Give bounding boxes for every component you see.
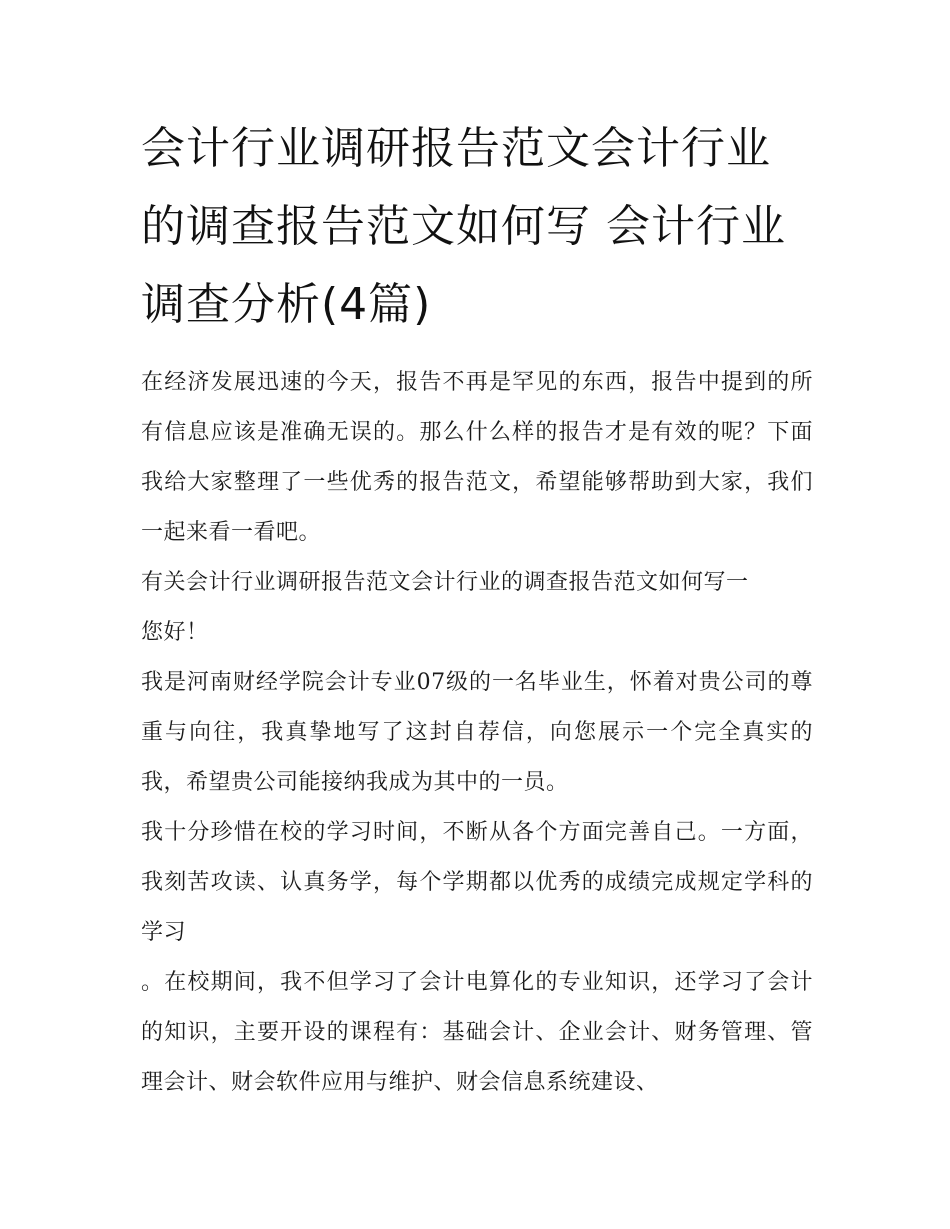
paragraph-greeting: 您好！ bbox=[141, 620, 209, 645]
paragraph-heading-one: 有关会计行业调研报告范文会计行业的调查报告范文如何写一 bbox=[141, 570, 749, 595]
paragraph-self-introduction: 我是河南财经学院会计专业07级的一名毕业生，怀着对贵公司的尊重与向往，我真挚地写了这封自荐信，向您展示一个完全真实的我，希望贵公司能接纳我成为其中的一员。 bbox=[141, 670, 813, 795]
document-title: 会计行业调研报告范文会计行业的调查报告范文如何写 会计行业调查分析(4篇) bbox=[141, 123, 786, 330]
paragraph-study: 我十分珍惜在校的学习时间，不断从各个方面完善自己。一方面，我刻苦攻读、认真务学，每个学期都以优秀的成绩完成规定学科的学习 bbox=[141, 820, 813, 945]
paragraph-intro: 在经济发展迅速的今天，报告不再是罕见的东西，报告中提到的所有信息应该是准确无误的。那么什么样的报告才是有效的呢？下面我给大家整理了一些优秀的报告范文，希望能够帮助到大家，我们一起来看一看吧。 bbox=[141, 370, 813, 545]
paragraph-courses: 。在校期间，我不但学习了会计电算化的专业知识，还学习了会计的知识，主要开设的课程有：基础会计、企业会计、财务管理、管理会计、财会软件应用与维护、财会信息系统建设、 bbox=[141, 970, 813, 1095]
document-body bbox=[141, 110, 813, 1108]
